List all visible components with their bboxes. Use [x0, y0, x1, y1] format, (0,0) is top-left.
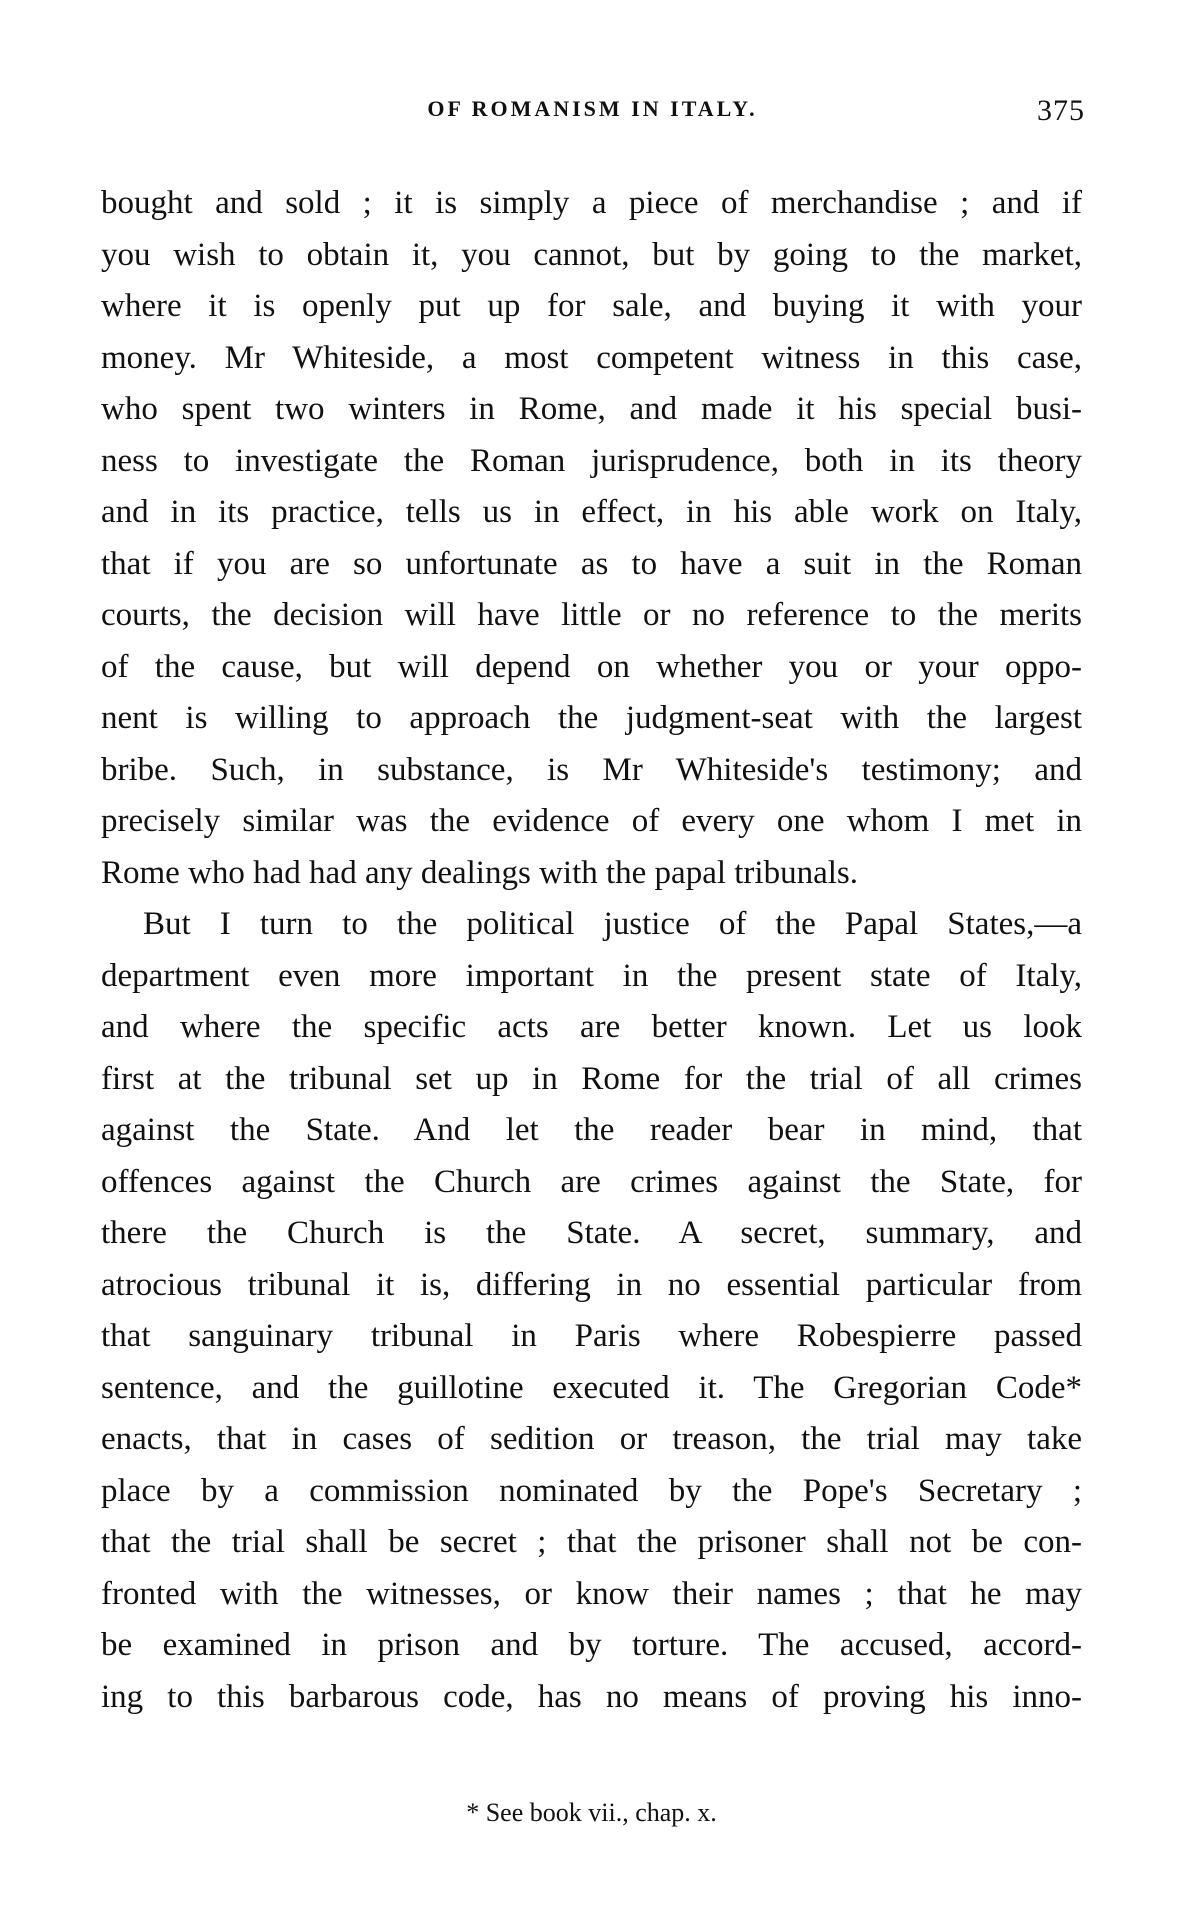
- paragraph-2: [101, 899, 1082, 1723]
- text-line: enacts, that in cases of sedition or treason, the trial may take: [101, 1421, 1082, 1457]
- text-line: ing to this barbarous code, has no means of proving his inno-: [101, 1678, 1082, 1715]
- paragraph-1: [101, 178, 1082, 899]
- text-line: be examined in prison and by torture. The accused, accord-: [101, 1627, 1082, 1663]
- running-head: [100, 96, 1085, 136]
- footnote: * See book vii., chap. x.: [466, 1798, 717, 1827]
- text-line: that if you are so unfortunate as to have a suit in the Roman: [101, 545, 1082, 582]
- text-line: where it is openly put up for sale, and buying it with your: [101, 288, 1082, 324]
- text-line: fronted with the witnesses, or know their names ; that he may: [101, 1575, 1082, 1612]
- text-line: you wish to obtain it, you cannot, but by going to the market,: [101, 236, 1082, 273]
- text-line: courts, the decision will have little or no reference to the merits: [101, 597, 1082, 633]
- text-line: precisely similar was the evidence of every one whom I met in: [101, 803, 1082, 839]
- text-line: and where the specific acts are better known. Let us look: [101, 1009, 1082, 1045]
- text-line: that sanguinary tribunal in Paris where Robespierre passed: [101, 1318, 1082, 1354]
- text-line: offences against the Church are crimes against the State, for: [101, 1163, 1082, 1200]
- text-line: bought and sold ; it is simply a piece of merchandise ; and if: [101, 185, 1082, 221]
- text-line: first at the tribunal set up in Rome for the trial of all crimes: [101, 1060, 1082, 1097]
- text-line: that the trial shall be secret ; that the prisoner shall not be con-: [101, 1524, 1082, 1560]
- running-title: OF ROMANISM IN ITALY.: [427, 96, 758, 121]
- body-text: [101, 178, 1082, 1723]
- text-line: who spent two winters in Rome, and made it his special busi-: [101, 391, 1082, 427]
- text-line: department even more important in the present state of Italy,: [101, 957, 1082, 994]
- text-line: against the State. And let the reader bear in mind, that: [101, 1112, 1082, 1148]
- text-line: of the cause, but will depend on whether you or your oppo-: [101, 648, 1082, 685]
- text-line: ness to investigate the Roman jurisprudence, both in its theory: [101, 442, 1082, 479]
- text-line: bribe. Such, in substance, is Mr Whiteside's testimony; and: [101, 751, 1082, 788]
- text-line: But I turn to the political justice of the Papal States,—a: [143, 906, 1082, 942]
- text-line: and in its practice, tells us in effect, in his able work on Italy,: [101, 494, 1082, 530]
- text-line: Rome who had had any dealings with the papal tribunals.: [101, 854, 859, 891]
- text-line: sentence, and the guillotine executed it. The Gregorian Code*: [101, 1369, 1082, 1406]
- text-line: money. Mr Whiteside, a most competent witness in this case,: [101, 339, 1082, 376]
- text-line: place by a commission nominated by the Pope's Secretary ;: [101, 1472, 1082, 1509]
- text-line: nent is willing to approach the judgment-seat with the largest: [101, 700, 1082, 736]
- page-number: 375: [1037, 94, 1085, 127]
- text-line: there the Church is the State. A secret, summary, and: [101, 1215, 1082, 1251]
- text-line: atrocious tribunal it is, differing in no essential particular from: [101, 1266, 1082, 1303]
